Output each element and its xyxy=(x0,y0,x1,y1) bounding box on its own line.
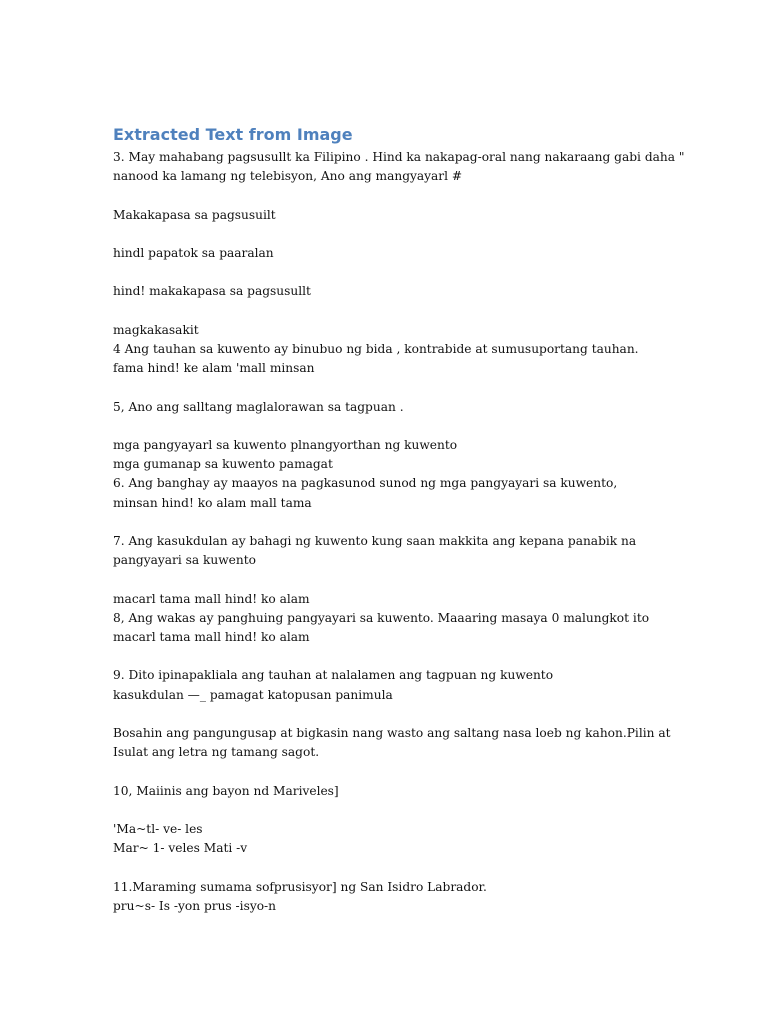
blank-line xyxy=(113,263,673,282)
text-line: 10, Maiinis ang bayon nd Mariveles] xyxy=(113,783,339,798)
text-line: pangyayari sa kuwento xyxy=(113,553,256,568)
text-line: macarl tama mall hind! ko alam xyxy=(113,629,310,644)
text-line: mga gumanap sa kuwento pamagat xyxy=(113,457,333,472)
text-line: 'Ma~tl- ve- les xyxy=(113,821,203,836)
text-line: 8, Ang wakas ay panghuing pangyayari sa kuwento. Maaaring masaya 0 malungkot ito xyxy=(113,610,650,625)
blank-line xyxy=(113,225,673,244)
blank-line xyxy=(113,762,673,781)
text-line: kasukdulan —_ pamagat katopusan panimula xyxy=(113,687,393,702)
text-line: Isulat ang letra ng tamang sagot. xyxy=(113,745,320,760)
text-line: 9. Dito ipinapakliala ang tauhan at nalalamen ang tagpuan ng kuwento xyxy=(113,668,554,683)
text-line: 11.Maraming sumama sofprusisyor] ng San Isidro Labrador. xyxy=(113,879,487,894)
document-title: Extracted Text from Image xyxy=(113,125,353,144)
text-line: magkakasakit xyxy=(113,322,199,337)
blank-line xyxy=(113,801,673,820)
blank-line xyxy=(113,513,673,532)
text-line: macarl tama mall hind! ko alam xyxy=(113,591,310,606)
document-body xyxy=(113,148,685,916)
text-line: Makakapasa sa pagsusuilt xyxy=(113,207,276,222)
blank-line xyxy=(113,570,673,589)
text-line: mga pangyayarl sa kuwento plnangyorthan ng kuwento xyxy=(113,437,458,452)
text-line: fama hind! ke alam 'mall minsan xyxy=(113,361,315,376)
blank-line xyxy=(113,186,673,205)
text-line: Mar~ 1- veles Mati -v xyxy=(113,841,248,856)
blank-line xyxy=(113,858,673,877)
text-line: minsan hind! ko alam mall tama xyxy=(113,495,312,510)
text-line: 6. Ang banghay ay maayos na pagkasunod sunod ng mga pangyayari sa kuwento, xyxy=(113,476,618,491)
blank-line xyxy=(113,378,673,397)
blank-line xyxy=(113,302,673,321)
text-line: Bosahin ang pangungusap at bigkasin nang wasto ang saltang nasa loeb ng kahon.Pilin at xyxy=(113,725,671,740)
text-line: hind! makakapasa sa pagsusullt xyxy=(113,284,311,299)
text-line: nanood ka lamang ng telebisyon, Ano ang mangyayarl # xyxy=(113,169,463,184)
text-line: 4 Ang tauhan sa kuwento ay binubuo ng bida , kontrabide at sumusuportang tauhan. xyxy=(113,341,639,356)
text-line: 3. May mahabang pagsusullt ka Filipino . Hind ka nakapag-oral nang nakaraang gabi daha " xyxy=(113,150,685,164)
text-line: pru~s- Is -yon prus -isyo-n xyxy=(113,898,277,913)
blank-line xyxy=(113,417,673,436)
text-line: 5, Ano ang salltang maglalorawan sa tagpuan . xyxy=(113,399,404,414)
blank-line xyxy=(113,705,673,724)
text-line: 7. Ang kasukdulan ay bahagi ng kuwento kung saan makkita ang kepana panabik na xyxy=(113,533,637,548)
blank-line xyxy=(113,647,673,666)
text-line: hindl papatok sa paaralan xyxy=(113,245,274,260)
